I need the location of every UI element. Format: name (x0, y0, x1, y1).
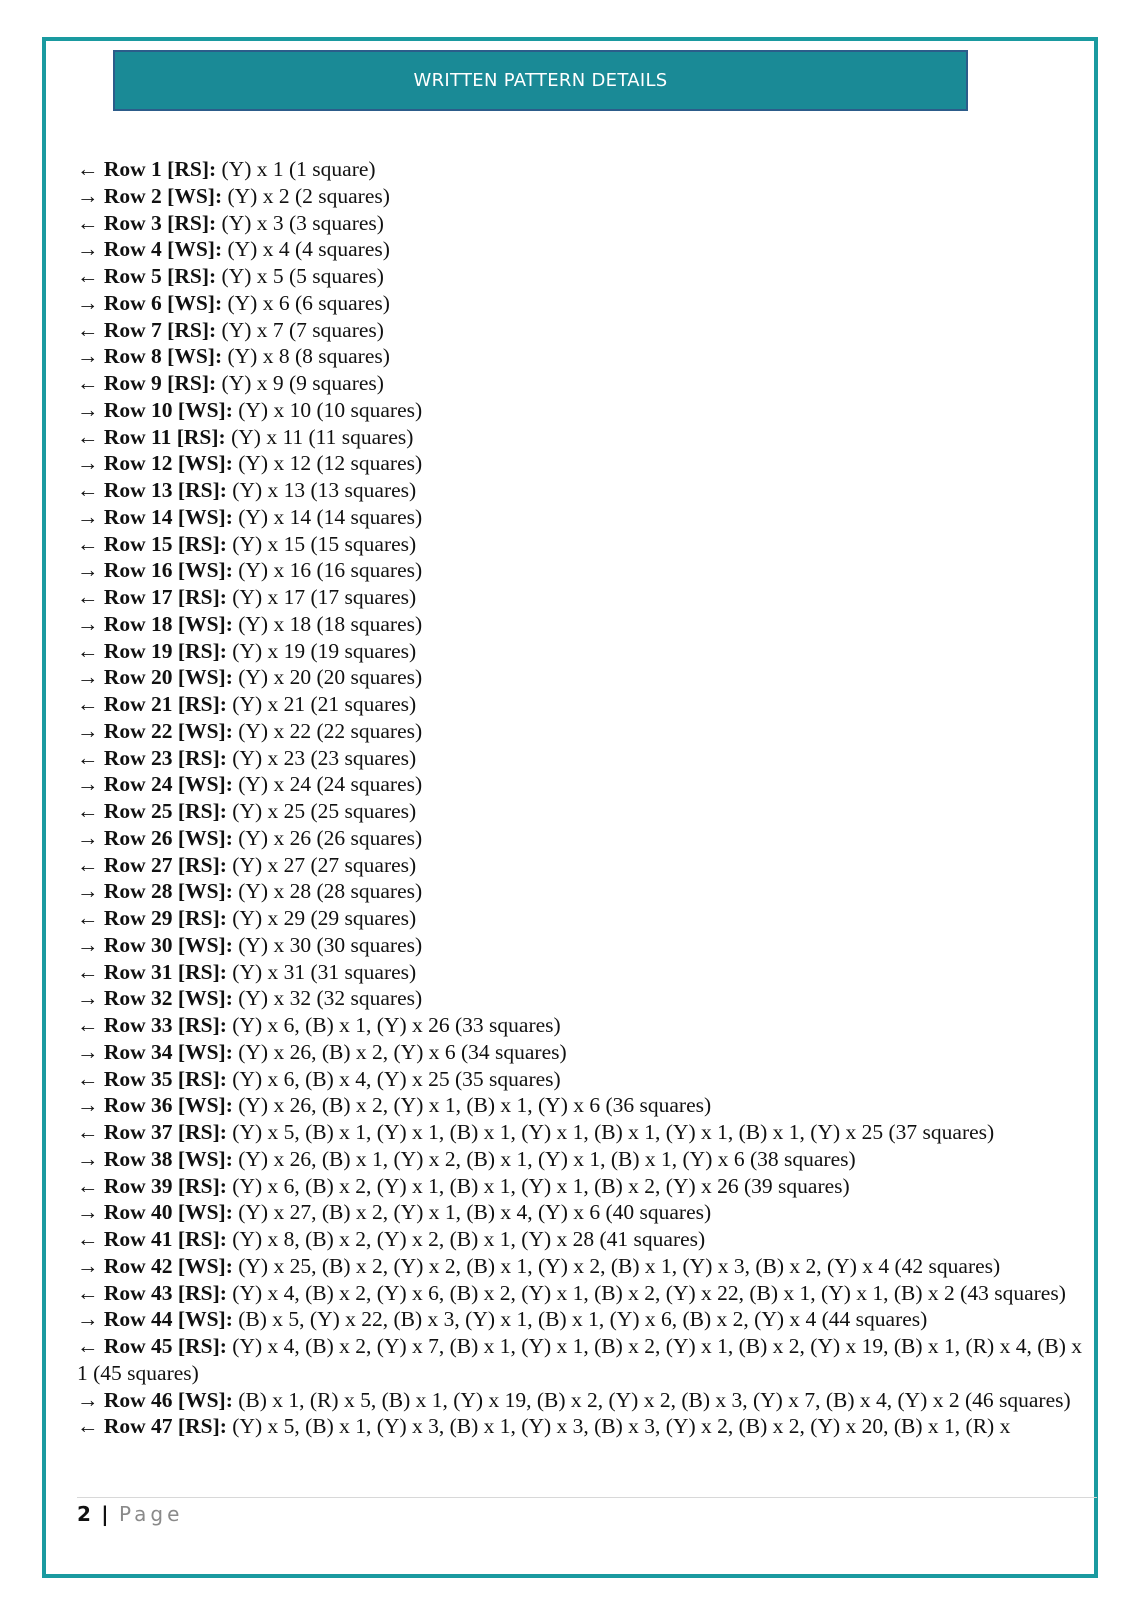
pattern-row (77, 745, 1097, 772)
direction-arrow: → (77, 1387, 99, 1412)
pattern-row (77, 959, 1097, 986)
direction-arrow: → (77, 718, 99, 743)
row-instructions: (Y) x 29 (29 squares) (226, 906, 417, 930)
footer-separator: | (101, 1502, 109, 1526)
direction-arrow: ← (77, 1334, 99, 1358)
direction-arrow: ← (77, 906, 99, 930)
pattern-row (77, 343, 1097, 370)
row-instructions: (Y) x 20 (20 squares) (232, 665, 423, 690)
pattern-row (77, 825, 1097, 852)
row-label: Row 20 [WS]: (103, 665, 233, 690)
row-instructions: (Y) x 6, (B) x 4, (Y) x 25 (35 squares) (226, 1066, 561, 1091)
row-instructions: (Y) x 4, (B) x 2, (Y) x 6, (B) x 2, (Y) x 1, (B) x 2, (Y) x 22, (B) x 1, (Y) x 1, (B) x 2 (43 squares) (226, 1280, 1066, 1305)
row-instructions: (Y) x 3 (3 squares) (216, 210, 384, 235)
row-instructions: (Y) x 24 (24 squares) (232, 772, 423, 797)
direction-arrow: → (77, 1146, 99, 1171)
pattern-row (77, 611, 1097, 638)
row-instructions: (Y) x 26, (B) x 1, (Y) x 2, (B) x 1, (Y) x 1, (B) x 1, (Y) x 6 (38 squares) (232, 1146, 856, 1171)
pattern-row (77, 1306, 1097, 1333)
row-instructions: (Y) x 15 (15 squares) (226, 531, 417, 556)
row-label: Row 16 [WS]: (103, 558, 233, 583)
direction-arrow: → (77, 451, 99, 476)
pattern-row (77, 1280, 1097, 1307)
row-label: Row 42 [WS]: (103, 1253, 233, 1278)
row-instructions: (Y) x 7 (7 squares) (216, 317, 384, 342)
pattern-row (77, 852, 1097, 879)
row-label: Row 10 [WS]: (103, 397, 233, 422)
row-instructions: (Y) x 6, (B) x 2, (Y) x 1, (B) x 1, (Y) x 1, (B) x 2, (Y) x 26 (39 squares) (226, 1173, 850, 1198)
pattern-row (77, 1413, 1097, 1440)
direction-arrow: ← (77, 799, 99, 823)
row-instructions: (Y) x 21 (21 squares) (226, 692, 417, 716)
pattern-row (77, 584, 1097, 611)
direction-arrow: ← (77, 1013, 99, 1037)
row-instructions: (Y) x 6, (B) x 1, (Y) x 26 (33 squares) (226, 1013, 561, 1037)
row-label: Row 39 [RS]: (103, 1173, 227, 1198)
pattern-row (77, 1199, 1097, 1226)
direction-arrow: ← (77, 1173, 99, 1198)
row-instructions: (Y) x 22 (22 squares) (232, 718, 423, 743)
direction-arrow: ← (77, 478, 99, 502)
direction-arrow: ← (77, 638, 99, 663)
direction-arrow: ← (77, 1227, 99, 1251)
pattern-rows (77, 156, 1097, 1440)
pattern-row (77, 664, 1097, 691)
direction-arrow: ← (77, 1414, 99, 1439)
row-instructions: (Y) x 5, (B) x 1, (Y) x 1, (B) x 1, (Y) x 1, (B) x 1, (Y) x 1, (B) x 1, (Y) x 25 (37 squares) (226, 1120, 995, 1144)
pattern-row (77, 370, 1097, 397)
row-label: Row 41 [RS]: (103, 1227, 227, 1251)
pattern-row (77, 1119, 1097, 1146)
row-instructions: (Y) x 8, (B) x 2, (Y) x 2, (B) x 1, (Y) x 28 (41 squares) (226, 1227, 706, 1251)
direction-arrow: ← (77, 210, 99, 235)
pattern-row (77, 210, 1097, 237)
row-label: Row 28 [WS]: (103, 879, 233, 904)
pattern-row (77, 156, 1097, 183)
pattern-row (77, 905, 1097, 932)
row-instructions: (B) x 5, (Y) x 22, (B) x 3, (Y) x 1, (B) x 1, (Y) x 6, (B) x 2, (Y) x 4 (44 squares) (232, 1307, 928, 1332)
page-word: Page (118, 1502, 184, 1526)
row-instructions: (Y) x 31 (31 squares) (226, 959, 417, 984)
direction-arrow: → (77, 1253, 99, 1278)
row-label: Row 44 [WS]: (103, 1307, 233, 1332)
row-label: Row 27 [RS]: (103, 852, 227, 877)
pattern-row (77, 1039, 1097, 1066)
row-instructions: (Y) x 18 (18 squares) (232, 611, 423, 636)
row-label: Row 9 [RS]: (103, 371, 217, 395)
row-label: Row 1 [RS]: (103, 157, 217, 181)
direction-arrow: → (77, 986, 99, 1011)
row-label: Row 36 [WS]: (103, 1093, 233, 1118)
row-instructions: (Y) x 5, (B) x 1, (Y) x 3, (B) x 1, (Y) x 3, (B) x 3, (Y) x 2, (B) x 2, (Y) x 20, (B) x 1, (R) x (226, 1414, 1011, 1439)
section-header-banner (113, 50, 968, 111)
direction-arrow: ← (77, 852, 99, 877)
row-label: Row 21 [RS]: (103, 692, 227, 716)
direction-arrow: ← (77, 371, 99, 395)
pattern-row (77, 798, 1097, 825)
row-instructions: (B) x 1, (R) x 5, (B) x 1, (Y) x 19, (B) x 2, (Y) x 2, (B) x 3, (Y) x 7, (B) x 4, (Y) x 2 (46 squares) (232, 1387, 1071, 1412)
row-label: Row 35 [RS]: (103, 1066, 227, 1091)
row-instructions: (Y) x 5 (5 squares) (216, 264, 384, 288)
pattern-row (77, 1012, 1097, 1039)
row-label: Row 18 [WS]: (103, 611, 233, 636)
row-instructions: (Y) x 26, (B) x 2, (Y) x 1, (B) x 1, (Y) x 6 (36 squares) (232, 1093, 712, 1118)
direction-arrow: ← (77, 317, 99, 342)
direction-arrow: → (77, 611, 99, 636)
row-instructions: (Y) x 27 (27 squares) (226, 852, 417, 877)
row-label: Row 17 [RS]: (103, 585, 227, 609)
row-label: Row 14 [WS]: (103, 504, 233, 529)
row-label: Row 15 [RS]: (103, 531, 227, 556)
pattern-row (77, 450, 1097, 477)
direction-arrow: → (77, 397, 99, 422)
row-label: Row 46 [WS]: (103, 1387, 233, 1412)
direction-arrow: ← (77, 959, 99, 984)
pattern-row (77, 397, 1097, 424)
row-instructions: (Y) x 16 (16 squares) (232, 558, 423, 583)
direction-arrow: ← (77, 585, 99, 609)
row-instructions: (Y) x 8 (8 squares) (222, 344, 390, 369)
pattern-row (77, 504, 1097, 531)
row-label: Row 47 [RS]: (103, 1414, 227, 1439)
row-label: Row 7 [RS]: (103, 317, 217, 342)
direction-arrow: → (77, 665, 99, 690)
row-instructions: (Y) x 2 (2 squares) (222, 183, 390, 208)
row-label: Row 25 [RS]: (103, 799, 227, 823)
direction-arrow: → (77, 237, 99, 262)
row-instructions: (Y) x 13 (13 squares) (226, 478, 417, 502)
pattern-row (77, 424, 1097, 451)
direction-arrow: ← (77, 1066, 99, 1091)
direction-arrow: → (77, 772, 99, 797)
page-footer (77, 1502, 183, 1526)
pattern-row (77, 290, 1097, 317)
direction-arrow: ← (77, 1280, 99, 1305)
row-label: Row 30 [WS]: (103, 932, 233, 957)
row-instructions: (Y) x 6 (6 squares) (222, 290, 390, 315)
row-label: Row 12 [WS]: (103, 451, 233, 476)
row-label: Row 22 [WS]: (103, 718, 233, 743)
pattern-row (77, 1387, 1097, 1414)
row-instructions: (Y) x 28 (28 squares) (232, 879, 423, 904)
row-instructions: (Y) x 1 (1 square) (216, 157, 376, 181)
direction-arrow: → (77, 183, 99, 208)
pattern-row (77, 477, 1097, 504)
row-label: Row 19 [RS]: (103, 638, 227, 663)
pattern-row (77, 985, 1097, 1012)
row-label: Row 34 [WS]: (103, 1039, 233, 1064)
row-label: Row 45 [RS]: (103, 1334, 227, 1358)
row-instructions: (Y) x 4 (4 squares) (222, 237, 390, 262)
row-instructions: (Y) x 17 (17 squares) (226, 585, 417, 609)
row-label: Row 11 [RS]: (103, 424, 226, 449)
direction-arrow: ← (77, 745, 99, 770)
row-instructions: (Y) x 30 (30 squares) (232, 932, 423, 957)
row-instructions: (Y) x 32 (32 squares) (232, 986, 423, 1011)
row-instructions: (Y) x 11 (11 squares) (225, 424, 414, 449)
pattern-row (77, 557, 1097, 584)
direction-arrow: → (77, 1039, 99, 1064)
direction-arrow: ← (77, 157, 99, 181)
pattern-row (77, 1173, 1097, 1200)
row-label: Row 43 [RS]: (103, 1280, 227, 1305)
footer-divider (77, 1497, 1097, 1498)
direction-arrow: → (77, 558, 99, 583)
pattern-row (77, 183, 1097, 210)
row-instructions: (Y) x 10 (10 squares) (232, 397, 423, 422)
direction-arrow: → (77, 932, 99, 957)
row-label: Row 13 [RS]: (103, 478, 227, 502)
row-label: Row 40 [WS]: (103, 1200, 233, 1225)
pattern-row (77, 1333, 1097, 1387)
row-label: Row 2 [WS]: (103, 183, 223, 208)
row-label: Row 31 [RS]: (103, 959, 227, 984)
direction-arrow: → (77, 1200, 99, 1225)
direction-arrow: ← (77, 531, 99, 556)
direction-arrow: ← (77, 1120, 99, 1144)
pattern-row (77, 1092, 1097, 1119)
row-label: Row 33 [RS]: (103, 1013, 227, 1037)
pattern-row (77, 718, 1097, 745)
direction-arrow: → (77, 504, 99, 529)
pattern-row (77, 1253, 1097, 1280)
pattern-row (77, 531, 1097, 558)
row-label: Row 24 [WS]: (103, 772, 233, 797)
row-instructions: (Y) x 9 (9 squares) (216, 371, 384, 395)
pattern-row (77, 691, 1097, 718)
direction-arrow: → (77, 825, 99, 850)
row-instructions: (Y) x 23 (23 squares) (226, 745, 417, 770)
row-instructions: (Y) x 27, (B) x 2, (Y) x 1, (B) x 4, (Y) x 6 (40 squares) (232, 1200, 712, 1225)
row-instructions: (Y) x 25, (B) x 2, (Y) x 2, (B) x 1, (Y) x 2, (B) x 1, (Y) x 3, (B) x 2, (Y) x 4 (42 squares) (232, 1253, 1001, 1278)
page-number: 2 (77, 1502, 91, 1526)
direction-arrow: → (77, 290, 99, 315)
row-instructions: (Y) x 12 (12 squares) (232, 451, 423, 476)
row-instructions: (Y) x 26 (26 squares) (232, 825, 423, 850)
row-instructions: (Y) x 4, (B) x 2, (Y) x 7, (B) x 1, (Y) x 1, (B) x 2, (Y) x 1, (B) x 2, (Y) x 19, (B) x 1, (R) x 4, (B) x 1 (45 squares) (77, 1334, 1083, 1385)
pattern-row (77, 317, 1097, 344)
row-label: Row 6 [WS]: (103, 290, 223, 315)
direction-arrow: → (77, 1093, 99, 1118)
direction-arrow: → (77, 879, 99, 904)
pattern-row (77, 236, 1097, 263)
pattern-row (77, 1066, 1097, 1093)
direction-arrow: → (77, 344, 99, 369)
row-label: Row 4 [WS]: (103, 237, 223, 262)
row-label: Row 38 [WS]: (103, 1146, 233, 1171)
direction-arrow: ← (77, 692, 99, 716)
pattern-row (77, 771, 1097, 798)
pattern-row (77, 878, 1097, 905)
row-instructions: (Y) x 19 (19 squares) (226, 638, 417, 663)
row-instructions: (Y) x 14 (14 squares) (232, 504, 423, 529)
row-label: Row 23 [RS]: (103, 745, 227, 770)
pattern-row (77, 932, 1097, 959)
section-header-title: WRITTEN PATTERN DETAILS (413, 70, 668, 91)
row-instructions: (Y) x 25 (25 squares) (226, 799, 417, 823)
pattern-row (77, 263, 1097, 290)
row-label: Row 5 [RS]: (103, 264, 217, 288)
row-label: Row 8 [WS]: (103, 344, 223, 369)
row-label: Row 29 [RS]: (103, 906, 227, 930)
row-label: Row 37 [RS]: (103, 1120, 227, 1144)
direction-arrow: → (77, 1307, 99, 1332)
pattern-row (77, 1226, 1097, 1253)
direction-arrow: ← (77, 264, 99, 288)
row-instructions: (Y) x 26, (B) x 2, (Y) x 6 (34 squares) (232, 1039, 567, 1064)
pattern-row (77, 1146, 1097, 1173)
row-label: Row 32 [WS]: (103, 986, 233, 1011)
row-label: Row 26 [WS]: (103, 825, 233, 850)
pattern-row (77, 638, 1097, 665)
direction-arrow: ← (77, 424, 99, 449)
row-label: Row 3 [RS]: (103, 210, 217, 235)
